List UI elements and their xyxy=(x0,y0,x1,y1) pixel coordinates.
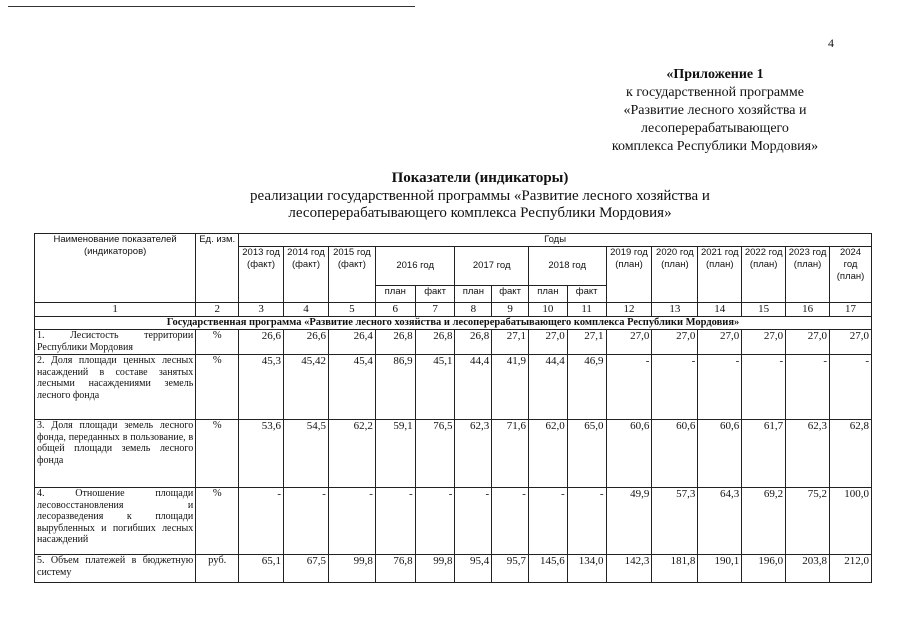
indicator-value: - xyxy=(284,488,329,555)
column-number: 10 xyxy=(528,303,567,317)
indicator-value: - xyxy=(328,488,375,555)
indicator-value: 54,5 xyxy=(284,420,329,488)
header-year-2017: 2017 год xyxy=(455,247,528,286)
table-row xyxy=(35,555,872,583)
indicator-value: 45,1 xyxy=(415,355,455,420)
indicator-value: 99,8 xyxy=(415,555,455,583)
indicator-value: 67,5 xyxy=(284,555,329,583)
indicator-value: 57,3 xyxy=(652,488,698,555)
indicator-value: 60,6 xyxy=(698,420,742,488)
indicator-value: - xyxy=(528,488,567,555)
header-plan: план xyxy=(528,286,567,303)
table-row xyxy=(35,330,872,355)
indicator-value: 196,0 xyxy=(742,555,786,583)
appendix-line: комплекса Республики Мордовия» xyxy=(611,139,819,154)
indicator-value: - xyxy=(455,488,492,555)
indicator-value: - xyxy=(415,488,455,555)
indicator-value: - xyxy=(830,355,872,420)
indicator-value: 49,9 xyxy=(606,488,652,555)
indicators-table xyxy=(34,233,872,583)
column-number: 11 xyxy=(567,303,606,317)
header-year-2014: 2014 год (факт) xyxy=(284,247,329,303)
indicator-value: 53,6 xyxy=(239,420,284,488)
header-years: Годы xyxy=(239,234,872,247)
column-number: 14 xyxy=(698,303,742,317)
header-year-2019: 2019 год (план) xyxy=(606,247,652,303)
header-year-2024: 2024 год (план) xyxy=(830,247,872,303)
indicator-name: 3. Доля площади земель лесного фонда, переданных в пользование, в общей площади земель лесного фонда xyxy=(35,420,196,488)
document-title: Показатели (индикаторы) xyxy=(391,170,569,186)
indicator-value: 26,8 xyxy=(375,330,415,355)
indicator-value: 45,4 xyxy=(328,355,375,420)
indicator-value: 41,9 xyxy=(492,355,529,420)
document-subtitle xyxy=(110,188,850,222)
header-plan: план xyxy=(375,286,415,303)
indicator-value: 26,6 xyxy=(239,330,284,355)
indicator-value: 44,4 xyxy=(455,355,492,420)
indicator-value: 26,8 xyxy=(415,330,455,355)
indicator-value: - xyxy=(239,488,284,555)
column-number: 1 xyxy=(35,303,196,317)
indicator-value: 60,6 xyxy=(606,420,652,488)
indicator-value: 100,0 xyxy=(830,488,872,555)
indicator-value: 27,0 xyxy=(606,330,652,355)
header-year-2016: 2016 год xyxy=(375,247,455,286)
indicator-name: 5. Объем платежей в бюджетную систему xyxy=(35,555,196,583)
indicator-value: 62,3 xyxy=(455,420,492,488)
indicator-value: 181,8 xyxy=(652,555,698,583)
indicator-value: 27,0 xyxy=(528,330,567,355)
subtitle-line: реализации государственной программы «Развитие лесного хозяйства и xyxy=(250,188,710,204)
column-number: 12 xyxy=(606,303,652,317)
indicator-value: 99,8 xyxy=(328,555,375,583)
column-number: 7 xyxy=(415,303,455,317)
indicator-value: - xyxy=(786,355,830,420)
indicator-value: 190,1 xyxy=(698,555,742,583)
header-year-2015: 2015 год (факт) xyxy=(328,247,375,303)
indicator-value: - xyxy=(698,355,742,420)
appendix-line: лесоперерабатывающего xyxy=(641,121,789,136)
indicator-value: 60,6 xyxy=(652,420,698,488)
column-number: 2 xyxy=(196,303,239,317)
indicator-value: 134,0 xyxy=(567,555,606,583)
column-number-row xyxy=(35,303,872,317)
program-title: Государственная программа «Развитие лесного хозяйства и лесоперерабатывающего комплекса Республики Мордовия» xyxy=(35,317,872,330)
table-header-row xyxy=(35,234,872,247)
column-number: 13 xyxy=(652,303,698,317)
indicator-value: 61,7 xyxy=(742,420,786,488)
indicator-value: - xyxy=(606,355,652,420)
indicator-value: 27,1 xyxy=(567,330,606,355)
column-number: 3 xyxy=(239,303,284,317)
indicator-name: 2. Доля площади ценных лесных насаждений в составе занятых лесными насаждениями земель лесного фонда xyxy=(35,355,196,420)
indicator-value: 62,0 xyxy=(528,420,567,488)
indicator-value: 27,1 xyxy=(492,330,529,355)
indicator-value: - xyxy=(652,355,698,420)
indicator-unit: % xyxy=(196,355,239,420)
indicator-value: 62,8 xyxy=(830,420,872,488)
indicator-value: - xyxy=(492,488,529,555)
program-title-row xyxy=(35,317,872,330)
indicator-value: 95,4 xyxy=(455,555,492,583)
indicator-value: 27,0 xyxy=(830,330,872,355)
indicator-value: 145,6 xyxy=(528,555,567,583)
indicator-value: 86,9 xyxy=(375,355,415,420)
appendix-line: «Развитие лесного хозяйства и xyxy=(623,103,807,118)
header-year-2023: 2023 год (план) xyxy=(786,247,830,303)
column-number: 6 xyxy=(375,303,415,317)
table-row xyxy=(35,420,872,488)
top-border-line xyxy=(8,6,415,7)
subtitle-line: лесоперерабатывающего комплекса Республики Мордовия» xyxy=(288,205,672,221)
column-number: 5 xyxy=(328,303,375,317)
indicator-value: 44,4 xyxy=(528,355,567,420)
column-number: 8 xyxy=(455,303,492,317)
table-body xyxy=(35,234,872,583)
header-year-2020: 2020 год (план) xyxy=(652,247,698,303)
indicator-value: 46,9 xyxy=(567,355,606,420)
column-number: 9 xyxy=(492,303,529,317)
header-fact: факт xyxy=(567,286,606,303)
column-number: 4 xyxy=(284,303,329,317)
indicator-value: 27,0 xyxy=(652,330,698,355)
indicator-value: 45,42 xyxy=(284,355,329,420)
indicator-name: 1. Лесистость территории Республики Мордовия xyxy=(35,330,196,355)
header-unit: Ед. изм. xyxy=(196,234,239,303)
header-year-2022: 2022 год (план) xyxy=(742,247,786,303)
indicator-value: 26,4 xyxy=(328,330,375,355)
indicator-value: 212,0 xyxy=(830,555,872,583)
indicator-unit: руб. xyxy=(196,555,239,583)
indicator-value: - xyxy=(567,488,606,555)
indicator-value: 65,0 xyxy=(567,420,606,488)
indicator-value: 142,3 xyxy=(606,555,652,583)
indicator-unit: % xyxy=(196,488,239,555)
header-fact: факт xyxy=(492,286,529,303)
indicator-value: 62,2 xyxy=(328,420,375,488)
indicator-value: 26,8 xyxy=(455,330,492,355)
indicator-value: 75,2 xyxy=(786,488,830,555)
indicator-unit: % xyxy=(196,330,239,355)
indicator-value: 59,1 xyxy=(375,420,415,488)
indicator-value: 203,8 xyxy=(786,555,830,583)
indicator-value: 76,8 xyxy=(375,555,415,583)
table-row xyxy=(35,355,872,420)
indicator-value: 71,6 xyxy=(492,420,529,488)
column-number: 15 xyxy=(742,303,786,317)
indicator-value: 45,3 xyxy=(239,355,284,420)
header-year-2018: 2018 год xyxy=(528,247,606,286)
indicator-value: 62,3 xyxy=(786,420,830,488)
header-name: Наименование показателей (индикаторов) xyxy=(35,234,196,303)
indicator-value: 26,6 xyxy=(284,330,329,355)
appendix-line: к государственной программе xyxy=(626,85,804,100)
indicator-value: - xyxy=(742,355,786,420)
appendix-heading: «Приложение 1 xyxy=(666,67,764,82)
indicator-value: 95,7 xyxy=(492,555,529,583)
indicator-value: 65,1 xyxy=(239,555,284,583)
header-year-2013: 2013 год (факт) xyxy=(239,247,284,303)
column-number: 16 xyxy=(786,303,830,317)
indicator-value: 27,0 xyxy=(786,330,830,355)
appendix-block xyxy=(565,66,865,156)
indicator-unit: % xyxy=(196,420,239,488)
indicator-name: 4. Отношение площади лесовосстановления и лесоразведения к площади вырубленных и погибших лесных насаждений xyxy=(35,488,196,555)
header-year-2021: 2021 год (план) xyxy=(698,247,742,303)
table-row xyxy=(35,488,872,555)
indicator-value: 64,3 xyxy=(698,488,742,555)
header-plan: план xyxy=(455,286,492,303)
page-number: 4 xyxy=(828,36,834,50)
indicator-value: 27,0 xyxy=(742,330,786,355)
column-number: 17 xyxy=(830,303,872,317)
indicator-value: 76,5 xyxy=(415,420,455,488)
indicator-value: - xyxy=(375,488,415,555)
indicator-value: 27,0 xyxy=(698,330,742,355)
header-fact: факт xyxy=(415,286,455,303)
indicator-value: 69,2 xyxy=(742,488,786,555)
